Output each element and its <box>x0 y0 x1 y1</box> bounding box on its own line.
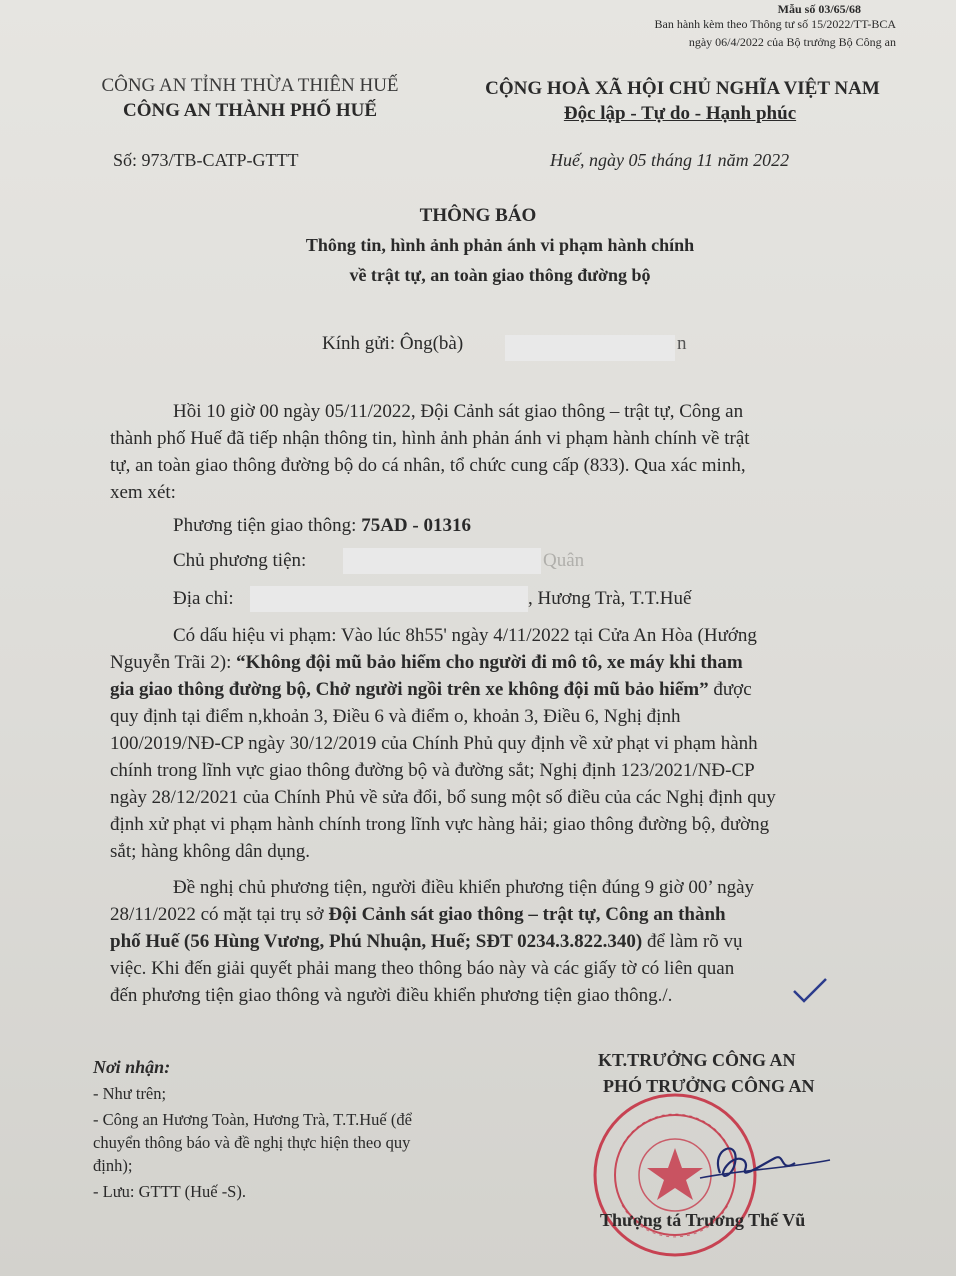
violation-line-2 <box>110 652 743 674</box>
request-line-5: đến phương tiện giao thông và người điều khiển phương tiện giao thông./. <box>110 985 673 1006</box>
paragraph-1-line-3: tự, an toàn giao thông đường bộ do cá nhân, tổ chức cung cấp (833). Qua xác minh, <box>110 455 746 476</box>
paragraph-1-line-2: thành phố Huế đã tiếp nhận thông tin, hình ảnh phản ánh vi phạm hành chính về trật <box>110 428 750 449</box>
signature-authority-line-1: KT.TRƯỞNG CÔNG AN <box>598 1050 796 1070</box>
national-motto: Độc lập - Tự do - Hạnh phúc <box>563 103 797 124</box>
issued-note-line-1: Ban hành kèm theo Thông tư số 15/2022/TT-BCA <box>654 17 896 31</box>
violation-connector: được <box>708 679 752 700</box>
paragraph-1-line-1: Hồi 10 giờ 00 ngày 05/11/2022, Đội Cảnh sát giao thông – trật tự, Công an <box>173 401 744 422</box>
request-line-1: Đề nghị chủ phương tiện, người điều khiển phương tiện đúng 9 giờ 00’ ngày <box>173 877 755 898</box>
signer-name: Thượng tá Trương Thế Vũ <box>600 1210 806 1230</box>
document-title: THÔNG BÁO <box>419 205 537 226</box>
address-tail: , Hương Trà, T.T.Huế <box>528 588 692 609</box>
violation-line-3 <box>110 679 752 701</box>
greeting-tail: n <box>677 333 687 354</box>
handwritten-signature-icon <box>680 1118 850 1198</box>
request-line-2 <box>110 904 726 926</box>
owner-label: Chủ phương tiện: <box>173 550 307 571</box>
request-office-address: phố Huế (56 Hùng Vương, Phú Nhuận, Huế; SĐT 0234.3.822.340) <box>110 931 643 952</box>
redacted-address <box>250 586 528 612</box>
legal-basis-line-6: sắt; hàng không dân dụng. <box>110 841 311 862</box>
vehicle-plate: 75AD - 01316 <box>361 515 471 536</box>
redacted-owner <box>343 548 541 574</box>
request-purpose: để làm rõ vụ <box>642 931 743 952</box>
request-line-3 <box>110 931 743 953</box>
request-office: Đội Cảnh sát giao thông – trật tự, Công an thành <box>328 904 726 925</box>
greeting-label: Kính gửi: Ông(bà) <box>322 333 464 354</box>
issuing-organization: CÔNG AN THÀNH PHỐ HUẾ <box>122 100 378 121</box>
legal-basis-line-4: ngày 28/12/2021 của Chính Phủ về sửa đổi, bổ sung một số điều của các Nghị định quy <box>110 787 776 808</box>
national-title: CỘNG HOÀ XÃ HỘI CHỦ NGHĨA VIỆT NAM <box>485 78 880 99</box>
recipient-item: chuyển thông báo và đề nghị thực hiện theo quy <box>93 1133 411 1152</box>
violation-description-end: gia giao thông đường bộ, Chở người ngồi trên xe không đội mũ bảo hiểm” <box>110 679 709 700</box>
checkmark-icon <box>790 975 830 1005</box>
legal-basis-line-2: 100/2019/NĐ-CP ngày 30/12/2019 của Chính Phủ quy định về xử phạt vi phạm hành <box>110 733 758 754</box>
document-number: Số: 973/TB-CATP-GTTT <box>113 150 299 170</box>
issued-note-line-2: ngày 06/4/2022 của Bộ trưởng Bộ Công an <box>688 35 896 49</box>
violation-description-start: “Không đội mũ bảo hiểm cho người đi mô tô, xe máy khi tham <box>236 652 743 673</box>
recipient-item: - Như trên; <box>93 1084 167 1103</box>
violation-location: Nguyễn Trãi 2): <box>110 652 237 673</box>
vehicle-label: Phương tiện giao thông: <box>173 515 362 536</box>
recipients-title: Nơi nhận: <box>93 1057 171 1077</box>
legal-basis-line-3: chính trong lĩnh vực giao thông đường bộ và đường sắt; Nghị định 123/2021/NĐ-CP <box>110 760 755 781</box>
legal-basis-line-5: định xử phạt vi phạm hành chính trong lĩnh vực hàng hải; giao thông đường bộ, đường <box>110 814 770 835</box>
vehicle-line <box>173 515 471 537</box>
greeting <box>322 333 463 355</box>
legal-basis-line-1: quy định tại điểm n,khoản 3, Điều 6 và điểm o, khoản 3, Điều 6, Nghị định <box>110 706 681 727</box>
address-label: Địa chỉ: <box>173 588 234 609</box>
request-line-4: việc. Khi đến giải quyết phải mang theo thông báo này và các giấy tờ có liên quan <box>110 958 735 979</box>
redacted-name <box>505 335 675 361</box>
document-subtitle-2: về trật tự, an toàn giao thông đường bộ <box>349 265 651 285</box>
violation-line-1: Có dấu hiệu vi phạm: Vào lúc 8h55' ngày 4/11/2022 tại Cửa An Hòa (Hướng <box>173 625 757 646</box>
recipient-item: - Công an Hương Toàn, Hương Trà, T.T.Huế (để <box>93 1110 412 1129</box>
paragraph-1-line-4: xem xét: <box>110 482 176 503</box>
document-date: Huế, ngày 05 tháng 11 năm 2022 <box>550 150 790 170</box>
request-date: 28/11/2022 có mặt tại trụ sở <box>110 904 329 925</box>
recipient-item: định); <box>93 1156 133 1175</box>
form-code: Mẫu số 03/65/68 <box>777 2 861 16</box>
signature-authority-line-2: PHÓ TRƯỞNG CÔNG AN <box>603 1076 815 1096</box>
document-subtitle-1: Thông tin, hình ảnh phản ánh vi phạm hành chính <box>305 235 695 255</box>
recipient-item: - Lưu: GTTT (Huế -S). <box>93 1182 246 1201</box>
owner-tail: Quân <box>543 550 585 571</box>
parent-organization: CÔNG AN TỈNH THỪA THIÊN HUẾ <box>101 75 399 96</box>
